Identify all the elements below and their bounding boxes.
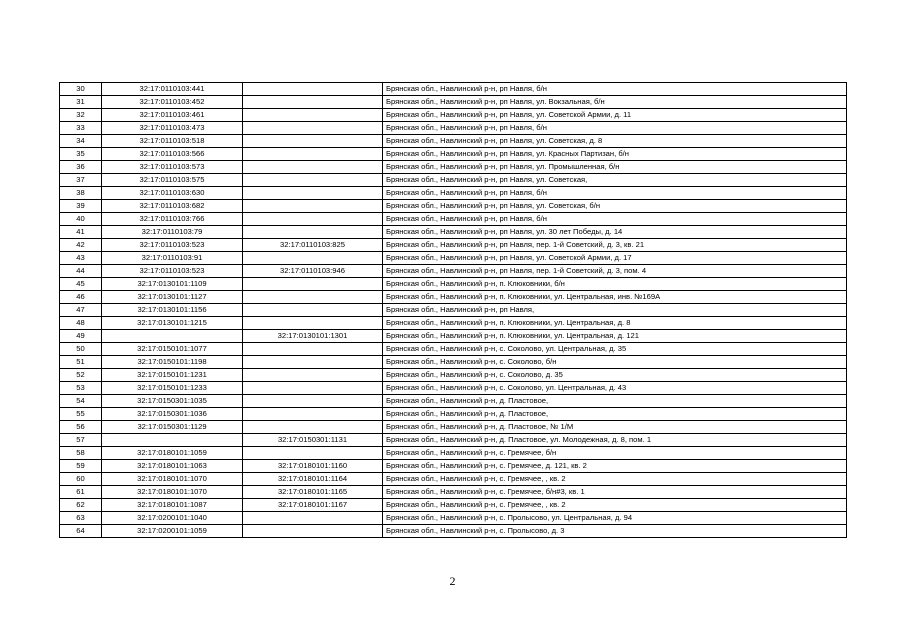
cadastral-number-cell: 32:17:0110103:452 (102, 96, 243, 109)
linked-cadastral-number-cell (243, 369, 383, 382)
row-number-cell: 49 (60, 330, 102, 343)
linked-cadastral-number-cell (243, 291, 383, 304)
linked-cadastral-number-cell (243, 512, 383, 525)
address-cell: Брянская обл., Навлинский р-н, п. Клюковники, ул. Центральная, д. 121 (383, 330, 847, 343)
address-cell: Брянская обл., Навлинский р-н, с. Соколово, б/н (383, 356, 847, 369)
table-row (60, 304, 847, 317)
table-row (60, 226, 847, 239)
linked-cadastral-number-cell (243, 187, 383, 200)
row-number-cell: 64 (60, 525, 102, 538)
cadastral-number-cell: 32:17:0150101:1198 (102, 356, 243, 369)
row-number-cell: 44 (60, 265, 102, 278)
cadastral-number-cell: 32:17:0200101:1040 (102, 512, 243, 525)
table-row (60, 148, 847, 161)
cadastral-number-cell: 32:17:0110103:523 (102, 265, 243, 278)
linked-cadastral-number-cell: 32:17:0110103:946 (243, 265, 383, 278)
address-cell: Брянская обл., Навлинский р-н, с. Гремячее, б/н#3, кв. 1 (383, 486, 847, 499)
table-row (60, 356, 847, 369)
cadastral-number-cell: 32:17:0150101:1077 (102, 343, 243, 356)
row-number-cell: 56 (60, 421, 102, 434)
linked-cadastral-number-cell (243, 252, 383, 265)
address-cell: Брянская обл., Навлинский р-н, рп Навля, б/н (383, 122, 847, 135)
cadastral-number-cell: 32:17:0150301:1129 (102, 421, 243, 434)
cadastral-number-cell: 32:17:0180101:1070 (102, 486, 243, 499)
table-row (60, 330, 847, 343)
linked-cadastral-number-cell (243, 135, 383, 148)
cadastral-number-cell: 32:17:0150101:1233 (102, 382, 243, 395)
table-row (60, 213, 847, 226)
row-number-cell: 63 (60, 512, 102, 525)
table-row (60, 135, 847, 148)
linked-cadastral-number-cell (243, 226, 383, 239)
linked-cadastral-number-cell: 32:17:0180101:1160 (243, 460, 383, 473)
cadastral-number-cell: 32:17:0110103:518 (102, 135, 243, 148)
row-number-cell: 37 (60, 174, 102, 187)
table-row (60, 473, 847, 486)
row-number-cell: 52 (60, 369, 102, 382)
address-cell: Брянская обл., Навлинский р-н, с. Соколово, ул. Центральная, д. 35 (383, 343, 847, 356)
cadastral-number-cell: 32:17:0180101:1070 (102, 473, 243, 486)
linked-cadastral-number-cell (243, 356, 383, 369)
linked-cadastral-number-cell (243, 148, 383, 161)
row-number-cell: 41 (60, 226, 102, 239)
row-number-cell: 55 (60, 408, 102, 421)
linked-cadastral-number-cell (243, 161, 383, 174)
table-row (60, 512, 847, 525)
row-number-cell: 57 (60, 434, 102, 447)
address-cell: Брянская обл., Навлинский р-н, с. Соколово, д. 35 (383, 369, 847, 382)
cadastral-number-cell: 32:17:0200101:1059 (102, 525, 243, 538)
address-cell: Брянская обл., Навлинский р-н, рп Навля, ул. Советская, д. 8 (383, 135, 847, 148)
cadastral-number-cell (102, 330, 243, 343)
table-row (60, 499, 847, 512)
cadastral-number-cell (102, 434, 243, 447)
table-row (60, 460, 847, 473)
row-number-cell: 38 (60, 187, 102, 200)
linked-cadastral-number-cell (243, 109, 383, 122)
linked-cadastral-number-cell (243, 447, 383, 460)
cadastral-number-cell: 32:17:0130101:1109 (102, 278, 243, 291)
linked-cadastral-number-cell (243, 213, 383, 226)
linked-cadastral-number-cell (243, 343, 383, 356)
address-cell: Брянская обл., Навлинский р-н, рп Навля, ул. Промышленная, б/н (383, 161, 847, 174)
linked-cadastral-number-cell (243, 304, 383, 317)
table-row (60, 447, 847, 460)
address-cell: Брянская обл., Навлинский р-н, с. Пролысово, ул. Центральная, д. 94 (383, 512, 847, 525)
table-row (60, 421, 847, 434)
cadastral-number-cell: 32:17:0180101:1087 (102, 499, 243, 512)
linked-cadastral-number-cell (243, 317, 383, 330)
linked-cadastral-number-cell (243, 96, 383, 109)
address-cell: Брянская обл., Навлинский р-н, д. Пластовое, (383, 408, 847, 421)
row-number-cell: 42 (60, 239, 102, 252)
linked-cadastral-number-cell (243, 382, 383, 395)
row-number-cell: 61 (60, 486, 102, 499)
row-number-cell: 50 (60, 343, 102, 356)
table-row (60, 109, 847, 122)
cadastral-number-cell: 32:17:0110103:91 (102, 252, 243, 265)
row-number-cell: 51 (60, 356, 102, 369)
table-row (60, 382, 847, 395)
table-row (60, 278, 847, 291)
address-cell: Брянская обл., Навлинский р-н, п. Клюковники, ул. Центральная, д. 8 (383, 317, 847, 330)
address-cell: Брянская обл., Навлинский р-н, с. Гремячее, , кв. 2 (383, 499, 847, 512)
address-cell: Брянская обл., Навлинский р-н, рп Навля, ул. Советской Армии, д. 17 (383, 252, 847, 265)
linked-cadastral-number-cell (243, 174, 383, 187)
page-number: 2 (449, 574, 456, 588)
linked-cadastral-number-cell (243, 278, 383, 291)
row-number-cell: 60 (60, 473, 102, 486)
property-table-body (60, 83, 847, 538)
address-cell: Брянская обл., Навлинский р-н, д. Пластовое, ул. Молодежная, д. 8, пом. 1 (383, 434, 847, 447)
address-cell: Брянская обл., Навлинский р-н, рп Навля, ул. Советская, б/н (383, 200, 847, 213)
cadastral-number-cell: 32:17:0110103:523 (102, 239, 243, 252)
row-number-cell: 43 (60, 252, 102, 265)
cadastral-number-cell: 32:17:0110103:566 (102, 148, 243, 161)
row-number-cell: 39 (60, 200, 102, 213)
cadastral-number-cell: 32:17:0110103:461 (102, 109, 243, 122)
address-cell: Брянская обл., Навлинский р-н, д. Пластовое, № 1/М (383, 421, 847, 434)
linked-cadastral-number-cell (243, 421, 383, 434)
address-cell: Брянская обл., Навлинский р-н, с. Гремячее, , кв. 2 (383, 473, 847, 486)
address-cell: Брянская обл., Навлинский р-н, рп Навля, б/н (383, 83, 847, 96)
address-cell: Брянская обл., Навлинский р-н, с. Гремячее, б/н (383, 447, 847, 460)
table-row (60, 343, 847, 356)
table-row (60, 83, 847, 96)
cadastral-number-cell: 32:17:0150301:1035 (102, 395, 243, 408)
table-row (60, 434, 847, 447)
cadastral-number-cell: 32:17:0110103:575 (102, 174, 243, 187)
table-row (60, 200, 847, 213)
address-cell: Брянская обл., Навлинский р-н, д. Пластовое, (383, 395, 847, 408)
row-number-cell: 45 (60, 278, 102, 291)
table-row (60, 408, 847, 421)
row-number-cell: 40 (60, 213, 102, 226)
linked-cadastral-number-cell (243, 122, 383, 135)
address-cell: Брянская обл., Навлинский р-н, с. Соколово, ул. Центральная, д. 43 (383, 382, 847, 395)
table-row (60, 252, 847, 265)
cadastral-number-cell: 32:17:0150301:1036 (102, 408, 243, 421)
linked-cadastral-number-cell: 32:17:0110103:825 (243, 239, 383, 252)
address-cell: Брянская обл., Навлинский р-н, с. Пролысово, д. 3 (383, 525, 847, 538)
row-number-cell: 62 (60, 499, 102, 512)
table-row (60, 161, 847, 174)
cadastral-number-cell: 32:17:0110103:79 (102, 226, 243, 239)
row-number-cell: 33 (60, 122, 102, 135)
linked-cadastral-number-cell (243, 395, 383, 408)
cadastral-number-cell: 32:17:0130101:1156 (102, 304, 243, 317)
linked-cadastral-number-cell: 32:17:0180101:1164 (243, 473, 383, 486)
table-row (60, 317, 847, 330)
row-number-cell: 31 (60, 96, 102, 109)
row-number-cell: 46 (60, 291, 102, 304)
cadastral-number-cell: 32:17:0110103:573 (102, 161, 243, 174)
linked-cadastral-number-cell: 32:17:0180101:1167 (243, 499, 383, 512)
cadastral-number-cell: 32:17:0130101:1127 (102, 291, 243, 304)
cadastral-number-cell: 32:17:0110103:682 (102, 200, 243, 213)
linked-cadastral-number-cell: 32:17:0150301:1131 (243, 434, 383, 447)
row-number-cell: 58 (60, 447, 102, 460)
table-row (60, 96, 847, 109)
row-number-cell: 59 (60, 460, 102, 473)
table-row (60, 239, 847, 252)
address-cell: Брянская обл., Навлинский р-н, рп Навля, б/н (383, 213, 847, 226)
cadastral-number-cell: 32:17:0180101:1063 (102, 460, 243, 473)
linked-cadastral-number-cell: 32:17:0180101:1165 (243, 486, 383, 499)
address-cell: Брянская обл., Навлинский р-н, с. Гремячее, д. 121, кв. 2 (383, 460, 847, 473)
address-cell: Брянская обл., Навлинский р-н, рп Навля, ул. Вокзальная, б/н (383, 96, 847, 109)
table-row (60, 525, 847, 538)
address-cell: Брянская обл., Навлинский р-н, рп Навля, ул. Советской Армии, д. 11 (383, 109, 847, 122)
row-number-cell: 30 (60, 83, 102, 96)
table-row (60, 395, 847, 408)
row-number-cell: 36 (60, 161, 102, 174)
address-cell: Брянская обл., Навлинский р-н, рп Навля, б/н (383, 187, 847, 200)
row-number-cell: 34 (60, 135, 102, 148)
row-number-cell: 35 (60, 148, 102, 161)
row-number-cell: 32 (60, 109, 102, 122)
cadastral-number-cell: 32:17:0150101:1231 (102, 369, 243, 382)
linked-cadastral-number-cell (243, 200, 383, 213)
row-number-cell: 54 (60, 395, 102, 408)
row-number-cell: 47 (60, 304, 102, 317)
address-cell: Брянская обл., Навлинский р-н, рп Навля, (383, 304, 847, 317)
table-row (60, 265, 847, 278)
address-cell: Брянская обл., Навлинский р-н, рп Навля, ул. 30 лет Победы, д. 14 (383, 226, 847, 239)
table-row (60, 369, 847, 382)
cadastral-number-cell: 32:17:0110103:441 (102, 83, 243, 96)
property-table (59, 82, 847, 538)
cadastral-number-cell: 32:17:0110103:630 (102, 187, 243, 200)
address-cell: Брянская обл., Навлинский р-н, п. Клюковники, б/н (383, 278, 847, 291)
linked-cadastral-number-cell (243, 408, 383, 421)
cadastral-number-cell: 32:17:0130101:1215 (102, 317, 243, 330)
address-cell: Брянская обл., Навлинский р-н, рп Навля, ул. Советская, (383, 174, 847, 187)
linked-cadastral-number-cell: 32:17:0130101:1301 (243, 330, 383, 343)
cadastral-number-cell: 32:17:0110103:473 (102, 122, 243, 135)
linked-cadastral-number-cell (243, 83, 383, 96)
address-cell: Брянская обл., Навлинский р-н, рп Навля, ул. Красных Партизан, б/н (383, 148, 847, 161)
address-cell: Брянская обл., Навлинский р-н, п. Клюковники, ул. Центральная, инв. №169А (383, 291, 847, 304)
address-cell: Брянская обл., Навлинский р-н, рп Навля, пер. 1-й Советский, д. 3, кв. 21 (383, 239, 847, 252)
cadastral-number-cell: 32:17:0180101:1059 (102, 447, 243, 460)
row-number-cell: 48 (60, 317, 102, 330)
address-cell: Брянская обл., Навлинский р-н, рп Навля, пер. 1-й Советский, д. 3, пом. 4 (383, 265, 847, 278)
table-row (60, 174, 847, 187)
table-row (60, 122, 847, 135)
table-row (60, 291, 847, 304)
table-row (60, 187, 847, 200)
row-number-cell: 53 (60, 382, 102, 395)
linked-cadastral-number-cell (243, 525, 383, 538)
cadastral-number-cell: 32:17:0110103:766 (102, 213, 243, 226)
table-row (60, 486, 847, 499)
